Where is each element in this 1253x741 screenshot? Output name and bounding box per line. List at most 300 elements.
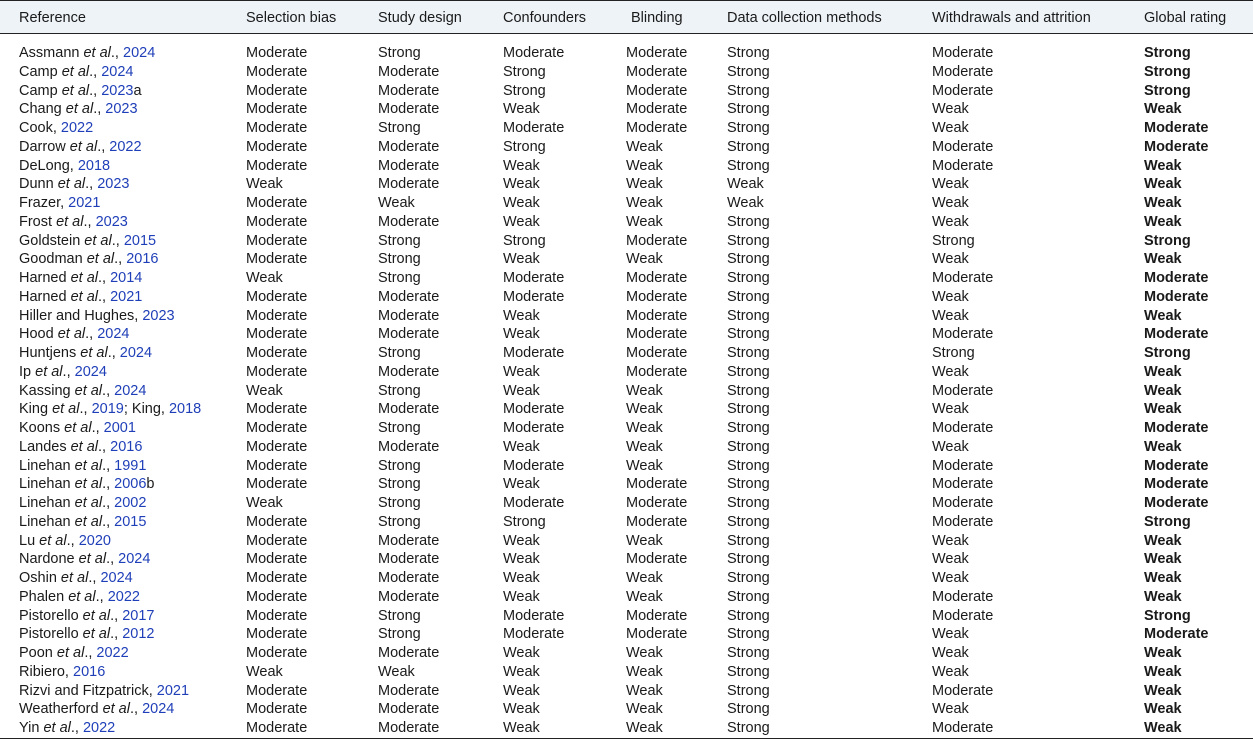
citation-year-link[interactable]: 2016 (73, 663, 106, 680)
reference-cell (19, 138, 142, 156)
confounders-cell: Weak (503, 682, 540, 699)
reference-text: ., (88, 570, 101, 586)
et-al-text: et al (84, 232, 112, 249)
withdrawals-cell: Weak (932, 570, 969, 586)
citation-year-link[interactable]: 2022 (109, 138, 142, 155)
reference-text: Linehan (19, 495, 75, 511)
header-study-design: Study design (378, 10, 462, 26)
global-rating-cell: Moderate (1144, 626, 1209, 643)
global-rating-cell: Moderate (1144, 420, 1209, 436)
reference-text: ., (91, 420, 104, 436)
table-row (0, 663, 1253, 681)
citation-year-link[interactable]: 2023 (101, 82, 134, 99)
confounders-cell: Weak (503, 213, 540, 230)
global-rating-cell: Weak (1144, 701, 1182, 718)
et-al-text: et al (74, 382, 103, 399)
citation-year-link[interactable]: 2002 (114, 495, 147, 511)
reference-cell (19, 44, 155, 62)
study-design-cell: Moderate (378, 532, 440, 549)
confounders-cell: Moderate (503, 607, 565, 624)
withdrawals-cell: Moderate (932, 420, 994, 436)
reference-cell (19, 63, 134, 81)
reference-text: Landes (19, 438, 71, 455)
blinding-cell: Moderate (626, 63, 688, 80)
table-row (0, 400, 1253, 418)
global-rating-cell: Weak (1144, 682, 1182, 699)
data-collection-cell: Strong (727, 63, 770, 80)
reference-text: ., (93, 101, 106, 118)
global-rating-cell: Weak (1144, 157, 1182, 174)
global-rating-cell: Weak (1144, 551, 1182, 568)
study-design-cell: Moderate (378, 720, 440, 736)
study-design-cell: Moderate (378, 63, 440, 80)
et-al-text: et al (65, 101, 94, 118)
reference-cell (19, 325, 129, 343)
selection-bias-cell: Moderate (246, 513, 308, 530)
data-collection-cell: Strong (727, 363, 770, 380)
data-collection-cell: Strong (727, 645, 770, 661)
withdrawals-cell: Moderate (932, 495, 994, 511)
citation-year-link[interactable]: 2018 (77, 157, 111, 174)
data-collection-cell: Strong (727, 326, 770, 343)
data-collection-cell: Strong (727, 476, 770, 493)
study-design-cell: Moderate (378, 588, 440, 605)
et-al-text: et al (70, 438, 99, 455)
table-row (0, 382, 1253, 400)
data-collection-cell: Strong (727, 82, 770, 99)
confounders-cell: Weak (503, 645, 540, 661)
global-rating-cell: Weak (1144, 307, 1182, 324)
confounders-cell: Weak (503, 532, 540, 549)
selection-bias-cell: Moderate (246, 645, 308, 661)
confounders-cell: Moderate (503, 288, 565, 305)
withdrawals-cell: Moderate (932, 138, 994, 155)
et-al-text: et al (57, 176, 86, 193)
blinding-cell: Weak (626, 438, 663, 455)
citation-year-link[interactable]: 2021 (156, 682, 190, 699)
reference-cell (19, 213, 128, 231)
citation-year-link[interactable]: 2016 (110, 438, 143, 455)
reference-text: Cook, (19, 120, 61, 136)
confounders-cell: Moderate (503, 345, 565, 361)
blinding-cell: Weak (626, 663, 663, 680)
reference-text: ., (129, 701, 143, 718)
data-collection-cell: Strong (727, 401, 770, 418)
reference-text: Dunn (19, 176, 58, 193)
withdrawals-cell: Weak (932, 120, 969, 136)
table-row (0, 232, 1253, 250)
global-rating-cell: Weak (1144, 363, 1182, 380)
header-withdrawals-attrition: Withdrawals and attrition (932, 10, 1091, 26)
data-collection-cell: Strong (727, 588, 770, 605)
selection-bias-cell: Moderate (246, 420, 308, 436)
citation-year-link[interactable]: 2024 (74, 363, 107, 380)
global-rating-cell: Weak (1144, 663, 1182, 680)
citation-year-link[interactable]: 2015 (114, 513, 147, 530)
blinding-cell: Moderate (626, 45, 688, 61)
citation-year-link[interactable]: 2024 (142, 701, 175, 718)
confounders-cell: Weak (503, 570, 540, 586)
reference-text: ., (102, 476, 115, 493)
confounders-cell: Weak (503, 720, 540, 736)
reference-cell (19, 682, 189, 700)
selection-bias-cell: Moderate (246, 288, 308, 305)
blinding-cell: Weak (626, 176, 663, 193)
confounders-cell: Weak (503, 195, 540, 211)
withdrawals-cell: Weak (932, 195, 969, 211)
reference-text: ., (62, 363, 75, 380)
reference-text: Weatherford (19, 701, 103, 718)
citation-year-link[interactable]: 2012 (122, 626, 155, 643)
table-row (0, 438, 1253, 456)
study-design-cell: Strong (378, 457, 421, 474)
data-collection-cell: Strong (727, 551, 770, 568)
citation-year-link[interactable]: 2023 (105, 101, 138, 118)
confounders-cell: Moderate (503, 401, 565, 418)
citation-year-link[interactable]: 2021 (110, 288, 143, 305)
et-al-text: et al (57, 326, 86, 343)
citation-year-link[interactable]: 1991 (114, 457, 147, 474)
header-blinding: Blinding (631, 10, 683, 26)
citation-year-link[interactable]: 2006 (114, 476, 147, 493)
citation-year-link[interactable]: 2023 (142, 307, 175, 324)
global-rating-cell: Moderate (1144, 138, 1209, 155)
citation-year-link[interactable]: 2024 (123, 45, 156, 61)
blinding-cell: Moderate (626, 288, 688, 305)
table-row (0, 363, 1253, 381)
reference-text: Frazer, (19, 195, 69, 211)
confounders-cell: Moderate (503, 45, 565, 61)
study-design-cell: Strong (378, 45, 421, 61)
study-design-cell: Moderate (378, 438, 440, 455)
reference-text: Camp (19, 82, 62, 99)
reference-text: ., (110, 45, 123, 61)
et-al-text: et al (74, 476, 103, 493)
citation-year-link[interactable]: 2023 (97, 176, 130, 193)
study-design-cell: Moderate (378, 570, 440, 586)
et-al-text: et al (61, 82, 90, 99)
citation-year-link[interactable]: 2024 (118, 551, 151, 568)
blinding-cell: Moderate (626, 326, 688, 343)
confounders-cell: Weak (503, 551, 540, 568)
citation-year-link[interactable]: 2022 (107, 588, 140, 605)
reference-cell (19, 532, 111, 550)
confounders-cell: Weak (503, 157, 540, 174)
reference-cell (19, 607, 154, 625)
data-collection-cell: Strong (727, 720, 770, 736)
global-rating-cell: Weak (1144, 213, 1182, 230)
study-design-cell: Strong (378, 270, 421, 286)
table-bottom-rule (0, 738, 1253, 739)
et-al-text: et al (61, 63, 90, 80)
selection-bias-cell: Moderate (246, 101, 308, 118)
study-design-cell: Moderate (378, 326, 440, 343)
selection-bias-cell: Weak (246, 176, 283, 193)
table-row (0, 344, 1253, 362)
table-row (0, 475, 1253, 493)
table-row (0, 513, 1253, 531)
reference-cell (19, 194, 100, 212)
reference-text: Poon (19, 645, 57, 661)
data-collection-cell: Strong (727, 270, 770, 286)
confounders-cell: Weak (503, 382, 540, 399)
study-design-cell: Strong (378, 420, 421, 436)
citation-year-link[interactable]: 2024 (100, 570, 133, 586)
citation-year-link[interactable]: 2021 (68, 195, 101, 211)
study-design-cell: Moderate (378, 288, 440, 305)
blinding-cell: Moderate (626, 551, 688, 568)
reference-text: ., (97, 138, 110, 155)
reference-text: Koons (19, 420, 65, 436)
reference-text: Goodman (19, 251, 87, 268)
table-row (0, 457, 1253, 475)
selection-bias-cell: Moderate (246, 720, 308, 736)
citation-year-link[interactable]: 2022 (60, 120, 94, 136)
global-rating-cell: Weak (1144, 720, 1182, 736)
global-rating-cell: Moderate (1144, 120, 1209, 136)
reference-text: ., (85, 176, 98, 193)
reference-cell (19, 307, 175, 325)
reference-cell (19, 569, 133, 587)
data-collection-cell: Strong (727, 120, 770, 136)
reference-cell (19, 100, 138, 118)
global-rating-cell: Weak (1144, 570, 1182, 586)
global-rating-cell: Strong (1144, 82, 1191, 99)
reference-text: Camp (19, 63, 62, 80)
study-design-cell: Moderate (378, 551, 440, 568)
reference-text: ; King, (123, 401, 169, 418)
selection-bias-cell: Moderate (246, 307, 308, 324)
table-row (0, 138, 1253, 156)
blinding-cell: Weak (626, 570, 663, 586)
table-row (0, 588, 1253, 606)
confounders-cell: Weak (503, 176, 540, 193)
selection-bias-cell: Moderate (246, 251, 308, 268)
withdrawals-cell: Moderate (932, 476, 994, 493)
reference-text: Pistorello (19, 626, 83, 643)
data-collection-cell: Strong (727, 157, 770, 174)
table-row (0, 682, 1253, 700)
blinding-cell: Weak (626, 382, 663, 399)
reference-cell (19, 269, 142, 287)
withdrawals-cell: Weak (932, 701, 969, 718)
reference-text: Harned (19, 288, 71, 305)
selection-bias-cell: Moderate (246, 701, 308, 718)
selection-bias-cell: Moderate (246, 120, 308, 136)
et-al-text: et al (86, 251, 115, 268)
blinding-cell: Weak (626, 138, 663, 155)
blinding-cell: Moderate (626, 270, 688, 286)
global-rating-cell: Moderate (1144, 270, 1209, 286)
study-design-cell: Strong (378, 382, 421, 399)
blinding-cell: Moderate (626, 101, 688, 118)
citation-year-link[interactable]: 2020 (78, 532, 111, 549)
reference-cell (19, 382, 146, 400)
header-global-rating: Global rating (1144, 10, 1227, 26)
reference-text: b (146, 476, 155, 493)
confounders-cell: Weak (503, 663, 540, 680)
selection-bias-cell: Moderate (246, 551, 308, 568)
reference-cell (19, 457, 146, 475)
selection-bias-cell: Moderate (246, 63, 308, 80)
citation-year-link[interactable]: 2024 (101, 63, 134, 80)
table-row (0, 119, 1253, 137)
citation-year-link[interactable]: 2024 (97, 326, 130, 343)
reference-text: Yin (19, 720, 44, 736)
blinding-cell: Weak (626, 701, 663, 718)
citation-year-link[interactable]: 2017 (122, 607, 155, 624)
citation-year-link[interactable]: 2019 (91, 401, 124, 418)
data-collection-cell: Weak (727, 176, 764, 193)
reference-cell (19, 344, 152, 362)
table-row (0, 494, 1253, 512)
reference-text: ., (95, 588, 108, 605)
citation-year-link[interactable]: 2024 (119, 345, 153, 361)
reference-cell (19, 119, 93, 137)
data-collection-cell: Strong (727, 457, 770, 474)
data-collection-cell: Strong (727, 682, 770, 699)
confounders-cell: Moderate (503, 495, 565, 511)
citation-year-link[interactable]: 2023 (95, 213, 128, 230)
table-row (0, 700, 1253, 718)
withdrawals-cell: Weak (932, 101, 969, 118)
citation-year-link[interactable]: 2001 (103, 420, 136, 436)
blinding-cell: Weak (626, 251, 663, 268)
selection-bias-cell: Moderate (246, 401, 308, 418)
global-rating-cell: Weak (1144, 438, 1182, 455)
citation-year-link[interactable]: 2022 (96, 645, 129, 661)
et-al-text: et al (52, 401, 80, 418)
blinding-cell: Weak (626, 157, 663, 174)
study-design-cell: Moderate (378, 82, 440, 99)
reference-text: Linehan (19, 457, 75, 474)
reference-text: ., (98, 438, 111, 455)
blinding-cell: Weak (626, 588, 663, 605)
confounders-cell: Weak (503, 251, 540, 268)
withdrawals-cell: Moderate (932, 457, 994, 474)
confounders-cell: Weak (503, 307, 540, 324)
withdrawals-cell: Weak (932, 213, 969, 230)
et-al-text: et al (70, 288, 99, 305)
global-rating-cell: Weak (1144, 251, 1182, 268)
blinding-cell: Moderate (626, 513, 688, 530)
reference-text: Hood (19, 326, 58, 343)
reference-text: ., (98, 288, 111, 305)
reference-text: Lu (19, 532, 40, 549)
global-rating-cell: Strong (1144, 232, 1191, 249)
reference-text: Ip (19, 363, 36, 380)
selection-bias-cell: Moderate (246, 213, 308, 230)
citation-year-link[interactable]: 2024 (114, 382, 147, 399)
citation-year-link[interactable]: 2022 (82, 720, 116, 736)
blinding-cell: Weak (626, 720, 663, 736)
global-rating-cell: Weak (1144, 176, 1182, 193)
study-design-cell: Moderate (378, 157, 440, 174)
study-design-cell: Moderate (378, 213, 440, 230)
citation-year-link[interactable]: 2016 (126, 251, 159, 268)
withdrawals-cell: Weak (932, 251, 969, 268)
table-row (0, 288, 1253, 306)
data-collection-cell: Strong (727, 570, 770, 586)
citation-year-link[interactable]: 2018 (168, 401, 202, 418)
table-row (0, 569, 1253, 587)
study-design-cell: Moderate (378, 363, 440, 380)
reference-cell (19, 625, 154, 643)
reference-cell (19, 644, 129, 662)
withdrawals-cell: Moderate (932, 588, 994, 605)
header-data-collection-methods: Data collection methods (727, 10, 882, 26)
reference-cell (19, 550, 150, 568)
selection-bias-cell: Weak (246, 663, 283, 680)
reference-cell (19, 588, 140, 606)
global-rating-cell: Weak (1144, 101, 1182, 118)
withdrawals-cell: Weak (932, 626, 969, 643)
study-design-cell: Strong (378, 495, 421, 511)
reference-text: Nardone (19, 551, 79, 568)
global-rating-cell: Weak (1144, 401, 1182, 418)
global-rating-cell: Weak (1144, 532, 1182, 549)
withdrawals-cell: Moderate (932, 607, 994, 624)
reference-text: Rizvi and Fitzpatrick, (19, 682, 157, 699)
table-row (0, 550, 1253, 568)
confounders-cell: Moderate (503, 457, 565, 474)
reference-text: Frost (19, 213, 57, 230)
table-row (0, 100, 1253, 118)
study-design-cell: Strong (378, 476, 421, 493)
table-row (0, 82, 1253, 100)
table-row (0, 157, 1253, 175)
selection-bias-cell: Weak (246, 382, 283, 399)
confounders-cell: Weak (503, 438, 540, 455)
reference-text: ., (102, 513, 115, 530)
et-al-text: et al (74, 495, 103, 511)
study-design-cell: Strong (378, 251, 421, 268)
global-rating-cell: Moderate (1144, 476, 1209, 493)
et-al-text: et al (56, 213, 84, 230)
confounders-cell: Moderate (503, 270, 565, 286)
reference-text: Linehan (19, 513, 75, 530)
withdrawals-cell: Weak (932, 401, 969, 418)
table-row (0, 532, 1253, 550)
data-collection-cell: Strong (727, 45, 770, 61)
table-row (0, 325, 1253, 343)
study-design-cell: Weak (378, 663, 415, 680)
withdrawals-cell: Weak (932, 645, 969, 661)
reference-text: ., (102, 457, 115, 474)
reference-text: ., (79, 401, 92, 418)
confounders-cell: Weak (503, 326, 540, 343)
reference-cell (19, 419, 136, 437)
citation-year-link[interactable]: 2014 (110, 270, 143, 286)
data-collection-cell: Strong (727, 288, 770, 305)
blinding-cell: Moderate (626, 82, 688, 99)
table-row (0, 625, 1253, 643)
reference-text: Ribiero, (19, 663, 73, 680)
blinding-cell: Moderate (626, 120, 688, 136)
citation-year-link[interactable]: 2015 (123, 232, 157, 249)
confounders-cell: Weak (503, 476, 540, 493)
global-rating-cell: Weak (1144, 645, 1182, 661)
withdrawals-cell: Moderate (932, 326, 994, 343)
table-row (0, 194, 1253, 212)
data-collection-cell: Strong (727, 701, 770, 718)
study-design-cell: Moderate (378, 682, 440, 699)
reference-cell (19, 513, 146, 531)
reference-text: ., (111, 232, 124, 249)
reference-text: ., (98, 270, 111, 286)
study-design-cell: Moderate (378, 645, 440, 661)
blinding-cell: Moderate (626, 626, 688, 643)
